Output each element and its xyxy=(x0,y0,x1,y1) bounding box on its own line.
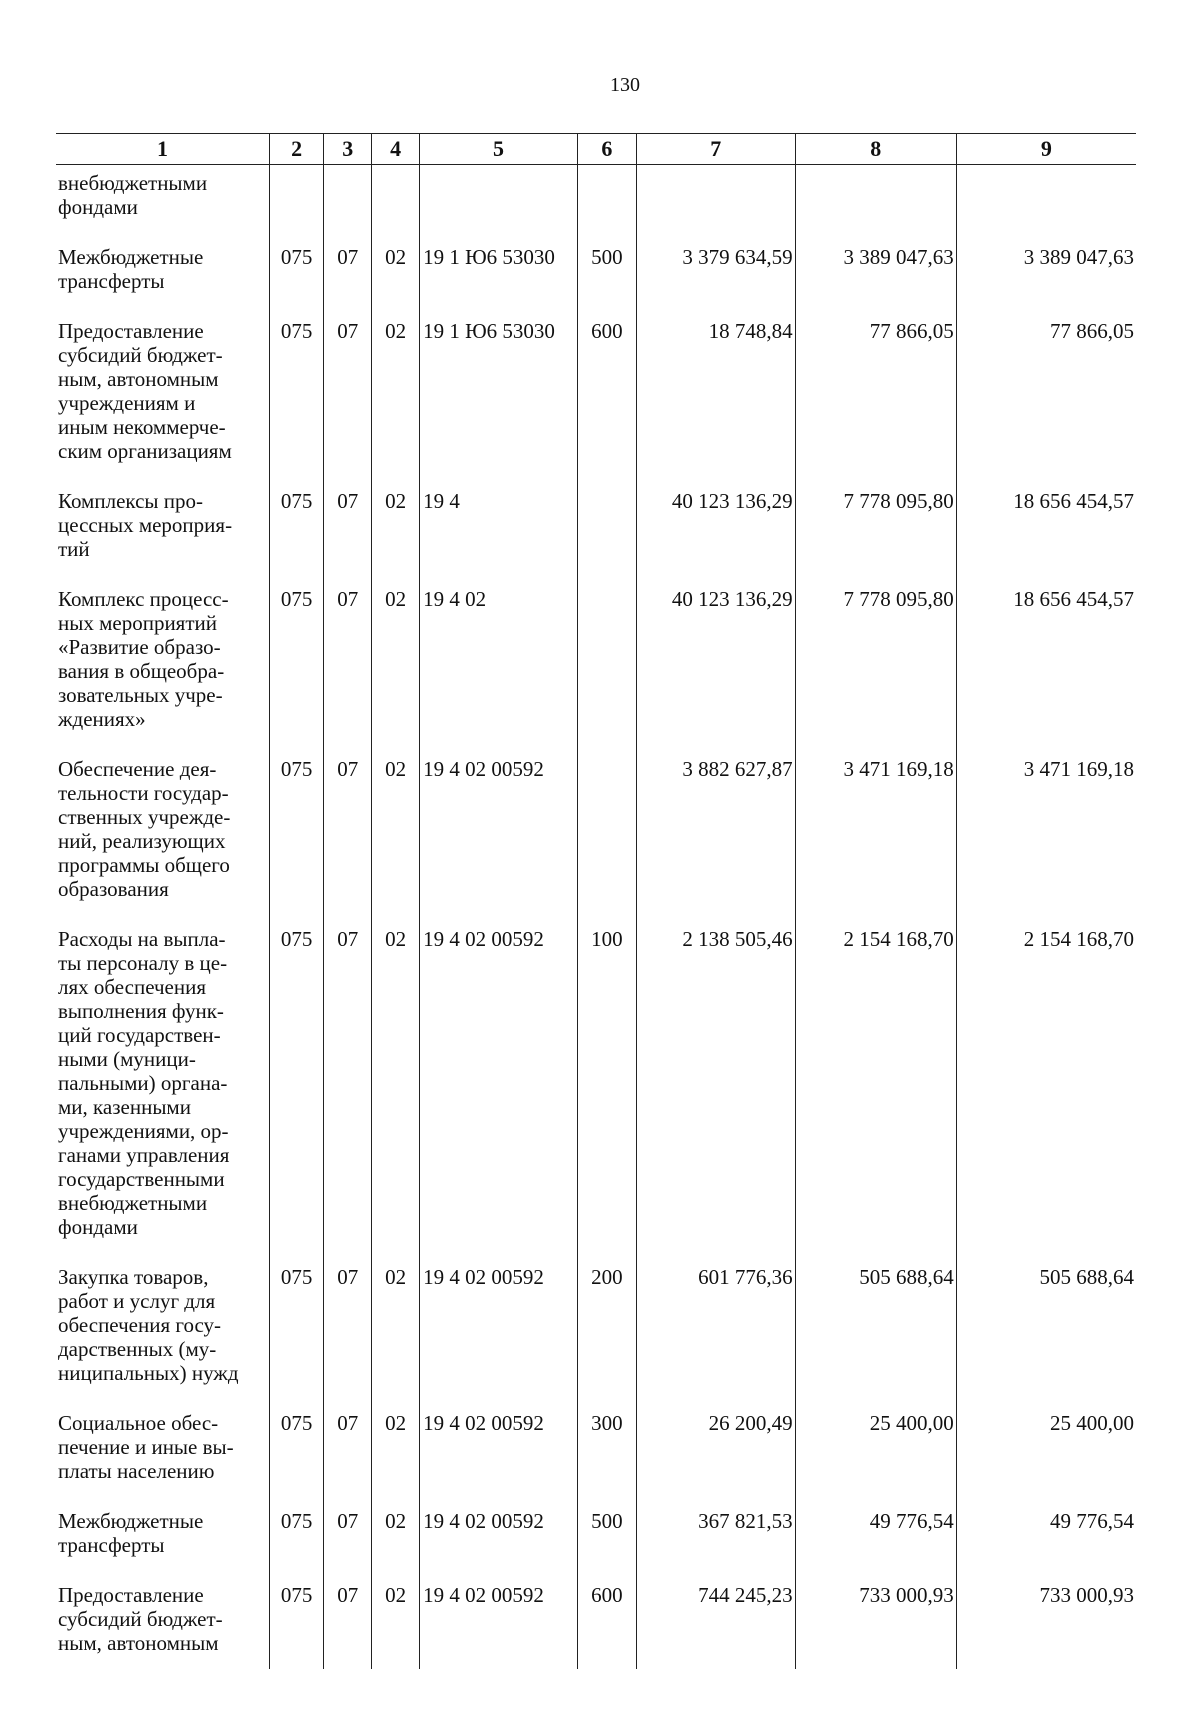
item-name-cell xyxy=(56,485,269,583)
admin-code-cell: 075 xyxy=(269,1505,323,1579)
amount-col8-cell: 733 000,93 xyxy=(795,1579,956,1669)
column-header-2: 2 xyxy=(269,134,323,165)
subsection-code-cell xyxy=(372,165,420,242)
amount-col7-cell: 367 821,53 xyxy=(636,1505,795,1579)
expense-type-cell: 600 xyxy=(577,1579,636,1669)
target-article-cell: 19 1 Ю6 53030 xyxy=(420,241,578,315)
header-row xyxy=(56,134,1136,165)
table-header xyxy=(56,134,1136,165)
target-article-cell xyxy=(420,165,578,242)
subsection-code-cell: 02 xyxy=(372,241,420,315)
item-name-cell xyxy=(56,241,269,315)
section-code-cell: 07 xyxy=(324,1505,372,1579)
item-name-cell xyxy=(56,165,269,242)
item-name-text: Комплекс процесс- ных мероприятий «Развитие образо- вания в общеобра- зовательных учре- ждениях» xyxy=(58,587,229,731)
amount-col8-cell: 7 778 095,80 xyxy=(795,583,956,753)
item-name-text: Предоставление субсидий бюджет- ным, автономным xyxy=(58,1583,223,1655)
target-article-cell: 19 1 Ю6 53030 xyxy=(420,315,578,485)
admin-code-cell: 075 xyxy=(269,485,323,583)
section-code-cell: 07 xyxy=(324,1579,372,1669)
subsection-code-cell: 02 xyxy=(372,1505,420,1579)
expense-type-cell: 500 xyxy=(577,241,636,315)
amount-col9-cell: 3 471 169,18 xyxy=(956,753,1136,923)
column-header-1: 1 xyxy=(56,134,269,165)
column-header-8: 8 xyxy=(795,134,956,165)
table-row xyxy=(56,923,1136,1261)
table-row xyxy=(56,1579,1136,1669)
admin-code-cell: 075 xyxy=(269,753,323,923)
subsection-code-cell: 02 xyxy=(372,485,420,583)
admin-code-cell: 075 xyxy=(269,1579,323,1669)
table-row xyxy=(56,165,1136,242)
table-row xyxy=(56,241,1136,315)
item-name-text: Предоставление субсидий бюджет- ным, автономным учреждениям и иным некоммерче- ским организациям xyxy=(58,319,232,463)
item-name-text: Социальное обес- печение и иные вы- платы населению xyxy=(58,1411,234,1483)
expense-type-cell: 100 xyxy=(577,923,636,1261)
amount-col7-cell xyxy=(636,165,795,242)
item-name-text: Комплексы про- цессных мероприя- тий xyxy=(58,489,233,561)
target-article-cell: 19 4 02 00592 xyxy=(420,1407,578,1505)
column-header-6: 6 xyxy=(577,134,636,165)
admin-code-cell: 075 xyxy=(269,923,323,1261)
item-name-text: Расходы на выпла- ты персоналу в це- лях обеспечения выполнения функ- ций государствен- ными (муници- пальными) органа- ми, казенными учреждениями, ор- ганами управления государственными внебюджетными фондами xyxy=(58,927,230,1239)
column-header-3: 3 xyxy=(324,134,372,165)
admin-code-cell: 075 xyxy=(269,241,323,315)
target-article-cell: 19 4 02 00592 xyxy=(420,1505,578,1579)
expense-type-cell: 500 xyxy=(577,1505,636,1579)
amount-col8-cell: 3 471 169,18 xyxy=(795,753,956,923)
amount-col7-cell: 744 245,23 xyxy=(636,1579,795,1669)
budget-table xyxy=(56,133,1136,1669)
admin-code-cell: 075 xyxy=(269,583,323,753)
table-row xyxy=(56,1407,1136,1505)
item-name-cell xyxy=(56,1579,269,1669)
amount-col9-cell xyxy=(956,165,1136,242)
amount-col8-cell xyxy=(795,165,956,242)
expense-type-cell xyxy=(577,165,636,242)
target-article-cell: 19 4 02 00592 xyxy=(420,923,578,1261)
amount-col9-cell: 25 400,00 xyxy=(956,1407,1136,1505)
section-code-cell: 07 xyxy=(324,241,372,315)
admin-code-cell: 075 xyxy=(269,315,323,485)
amount-col7-cell: 3 882 627,87 xyxy=(636,753,795,923)
amount-col7-cell: 3 379 634,59 xyxy=(636,241,795,315)
admin-code-cell: 075 xyxy=(269,1261,323,1407)
target-article-cell: 19 4 02 00592 xyxy=(420,1579,578,1669)
amount-col8-cell: 25 400,00 xyxy=(795,1407,956,1505)
table-row xyxy=(56,485,1136,583)
amount-col9-cell: 733 000,93 xyxy=(956,1579,1136,1669)
item-name-text: Обеспечение дея- тельности государ- ственных учрежде- ний, реализующих программы общего образования xyxy=(58,757,231,901)
table-row xyxy=(56,1505,1136,1579)
column-header-7: 7 xyxy=(636,134,795,165)
amount-col9-cell: 77 866,05 xyxy=(956,315,1136,485)
section-code-cell: 07 xyxy=(324,315,372,485)
item-name-cell xyxy=(56,753,269,923)
subsection-code-cell: 02 xyxy=(372,753,420,923)
target-article-cell: 19 4 02 xyxy=(420,583,578,753)
amount-col9-cell: 18 656 454,57 xyxy=(956,583,1136,753)
page-number: 130 xyxy=(610,74,640,96)
target-article-cell: 19 4 02 00592 xyxy=(420,1261,578,1407)
item-name-text: Межбюджетные трансферты xyxy=(58,245,204,293)
expense-type-cell: 600 xyxy=(577,315,636,485)
section-code-cell xyxy=(324,165,372,242)
amount-col9-cell: 49 776,54 xyxy=(956,1505,1136,1579)
target-article-cell: 19 4 xyxy=(420,485,578,583)
amount-col9-cell: 505 688,64 xyxy=(956,1261,1136,1407)
expense-type-cell xyxy=(577,753,636,923)
amount-col8-cell: 505 688,64 xyxy=(795,1261,956,1407)
column-header-4: 4 xyxy=(372,134,420,165)
amount-col7-cell: 601 776,36 xyxy=(636,1261,795,1407)
expense-type-cell: 300 xyxy=(577,1407,636,1505)
expense-type-cell xyxy=(577,485,636,583)
section-code-cell: 07 xyxy=(324,1261,372,1407)
item-name-text: Закупка товаров, работ и услуг для обеспечения госу- дарственных (му- ниципальных) нужд xyxy=(58,1265,239,1385)
item-name-cell xyxy=(56,1261,269,1407)
subsection-code-cell: 02 xyxy=(372,1579,420,1669)
section-code-cell: 07 xyxy=(324,1407,372,1505)
section-code-cell: 07 xyxy=(324,923,372,1261)
subsection-code-cell: 02 xyxy=(372,583,420,753)
target-article-cell: 19 4 02 00592 xyxy=(420,753,578,923)
section-code-cell: 07 xyxy=(324,583,372,753)
expense-type-cell xyxy=(577,583,636,753)
table-row xyxy=(56,315,1136,485)
item-name-cell xyxy=(56,315,269,485)
section-code-cell: 07 xyxy=(324,485,372,583)
table-row xyxy=(56,583,1136,753)
section-code-cell: 07 xyxy=(324,753,372,923)
subsection-code-cell: 02 xyxy=(372,1261,420,1407)
item-name-cell xyxy=(56,923,269,1261)
amount-col9-cell: 2 154 168,70 xyxy=(956,923,1136,1261)
item-name-cell xyxy=(56,1407,269,1505)
amount-col7-cell: 40 123 136,29 xyxy=(636,485,795,583)
amount-col7-cell: 18 748,84 xyxy=(636,315,795,485)
amount-col8-cell: 3 389 047,63 xyxy=(795,241,956,315)
column-header-5: 5 xyxy=(420,134,578,165)
item-name-cell xyxy=(56,583,269,753)
amount-col8-cell: 49 776,54 xyxy=(795,1505,956,1579)
subsection-code-cell: 02 xyxy=(372,923,420,1261)
amount-col7-cell: 2 138 505,46 xyxy=(636,923,795,1261)
amount-col8-cell: 2 154 168,70 xyxy=(795,923,956,1261)
item-name-text: Межбюджетные трансферты xyxy=(58,1509,204,1557)
column-header-9: 9 xyxy=(956,134,1136,165)
amount-col9-cell: 18 656 454,57 xyxy=(956,485,1136,583)
expense-type-cell: 200 xyxy=(577,1261,636,1407)
amount-col8-cell: 77 866,05 xyxy=(795,315,956,485)
table-row xyxy=(56,753,1136,923)
subsection-code-cell: 02 xyxy=(372,315,420,485)
admin-code-cell: 075 xyxy=(269,1407,323,1505)
subsection-code-cell: 02 xyxy=(372,1407,420,1505)
amount-col8-cell: 7 778 095,80 xyxy=(795,485,956,583)
table-row xyxy=(56,1261,1136,1407)
item-name-text: внебюджетными фондами xyxy=(58,171,208,219)
item-name-cell xyxy=(56,1505,269,1579)
amount-col7-cell: 40 123 136,29 xyxy=(636,583,795,753)
table-body xyxy=(56,165,1136,1670)
amount-col7-cell: 26 200,49 xyxy=(636,1407,795,1505)
amount-col9-cell: 3 389 047,63 xyxy=(956,241,1136,315)
admin-code-cell xyxy=(269,165,323,242)
